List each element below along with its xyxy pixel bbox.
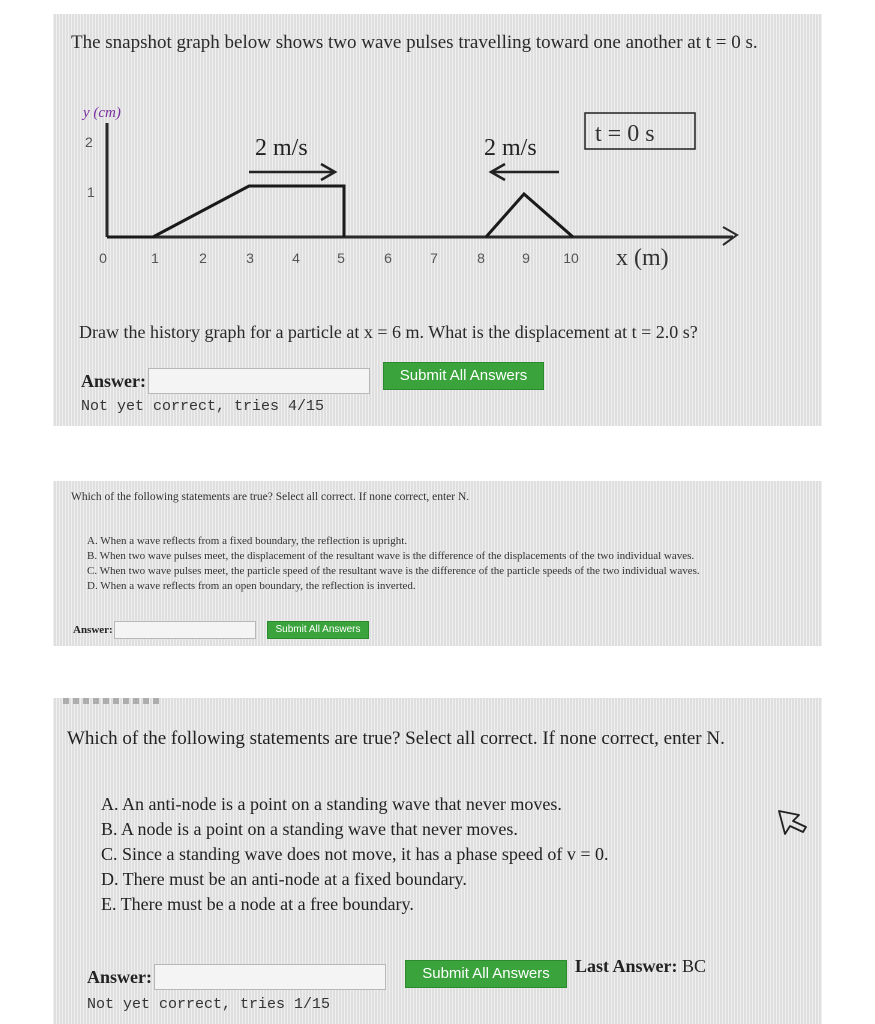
question-3-panel	[53, 698, 822, 1024]
pulse-2-shape	[486, 194, 573, 237]
x-tick-7: 7	[430, 250, 438, 266]
question-1-draw-prompt: Draw the history graph for a particle at x = 6 m. What is the displacement at t = 2.0 s?	[79, 322, 698, 342]
right-arrow-icon	[249, 164, 335, 180]
question-3-prompt: Which of the following statements are true? Select all correct. If none correct, enter N.	[67, 728, 725, 749]
option-a: A. An anti-node is a point on a standing wave that never moves.	[101, 794, 562, 814]
left-arrow-icon	[491, 164, 559, 180]
answer-label: Answer:	[81, 370, 146, 391]
x-tick-3: 3	[246, 250, 254, 266]
x-tick-0: 0	[99, 250, 107, 266]
answer-label: Answer:	[73, 624, 113, 636]
answer-input[interactable]	[148, 368, 370, 394]
graph-y-axis-label	[81, 105, 121, 121]
x-tick-10: 10	[563, 250, 579, 266]
status-text: Not yet correct, tries 4/15	[81, 398, 325, 415]
option-d: D. There must be an anti-node at a fixed boundary.	[101, 869, 467, 889]
answer-input[interactable]	[154, 964, 386, 990]
x-tick-1: 1	[151, 250, 159, 266]
last-answer	[575, 956, 706, 977]
x-tick-5: 5	[337, 250, 345, 266]
submit-all-answers-button[interactable]: Submit All Answers	[383, 362, 544, 390]
x-tick-4: 4	[292, 250, 300, 266]
question-2-options	[87, 534, 700, 594]
answer-label: Answer:	[87, 966, 152, 987]
pulse-1-shape	[107, 186, 344, 237]
last-answer-label: Last Answer:	[575, 956, 678, 976]
x-tick-9: 9	[522, 250, 530, 266]
cut-off-header-fragment	[63, 698, 163, 704]
y-tick-1: 1	[87, 184, 95, 200]
snapshot-graph	[73, 99, 753, 274]
option-b: B. When two wave pulses meet, the displacement of the resultant wave is the difference of the displacements of the two individual waves.	[87, 550, 695, 562]
status-text: Not yet correct, tries 1/15	[87, 996, 331, 1013]
question-3-answer-row	[87, 964, 386, 990]
question-1-prompt: The snapshot graph below shows two wave pulses travelling toward one another at t = 0 s.	[71, 32, 758, 53]
option-b: B. A node is a point on a standing wave that never moves.	[101, 819, 518, 839]
question-1-answer-row	[81, 368, 370, 394]
x-tick-8: 8	[477, 250, 485, 266]
pulse-2-speed-label: 2 m/s	[484, 135, 537, 161]
question-3-options	[101, 792, 609, 917]
y-axis-label-text: y (cm)	[83, 105, 121, 121]
option-d: D. When a wave reflects from an open boundary, the reflection is inverted.	[87, 580, 416, 592]
question-2-prompt: Which of the following statements are true? Select all correct. If none correct, enter N.	[71, 491, 470, 503]
pulse-1-speed-label: 2 m/s	[255, 135, 308, 161]
option-e: E. There must be a node at a free boundary.	[101, 894, 414, 914]
x-axis-label: x (m)	[616, 245, 669, 271]
y-tick-2: 2	[85, 134, 93, 150]
answer-input[interactable]	[114, 621, 256, 639]
submit-all-answers-button[interactable]: Submit All Answers	[267, 621, 369, 639]
question-2-answer-row	[73, 621, 256, 639]
question-1-panel	[53, 14, 822, 426]
option-c: C. Since a standing wave does not move, it has a phase speed of v = 0.	[101, 844, 609, 864]
question-2-panel	[53, 481, 822, 646]
x-tick-2: 2	[199, 250, 207, 266]
last-answer-value: BC	[682, 956, 707, 976]
time-label: t = 0 s	[595, 121, 655, 147]
x-tick-6: 6	[384, 250, 392, 266]
submit-all-answers-button[interactable]: Submit All Answers	[405, 960, 567, 988]
option-a: A. When a wave reflects from a fixed boundary, the reflection is upright.	[87, 535, 408, 547]
mouse-pointer-icon	[775, 808, 809, 838]
option-c: C. When two wave pulses meet, the particle speed of the resultant wave is the difference of the particle speeds of the two individual waves.	[87, 565, 700, 577]
